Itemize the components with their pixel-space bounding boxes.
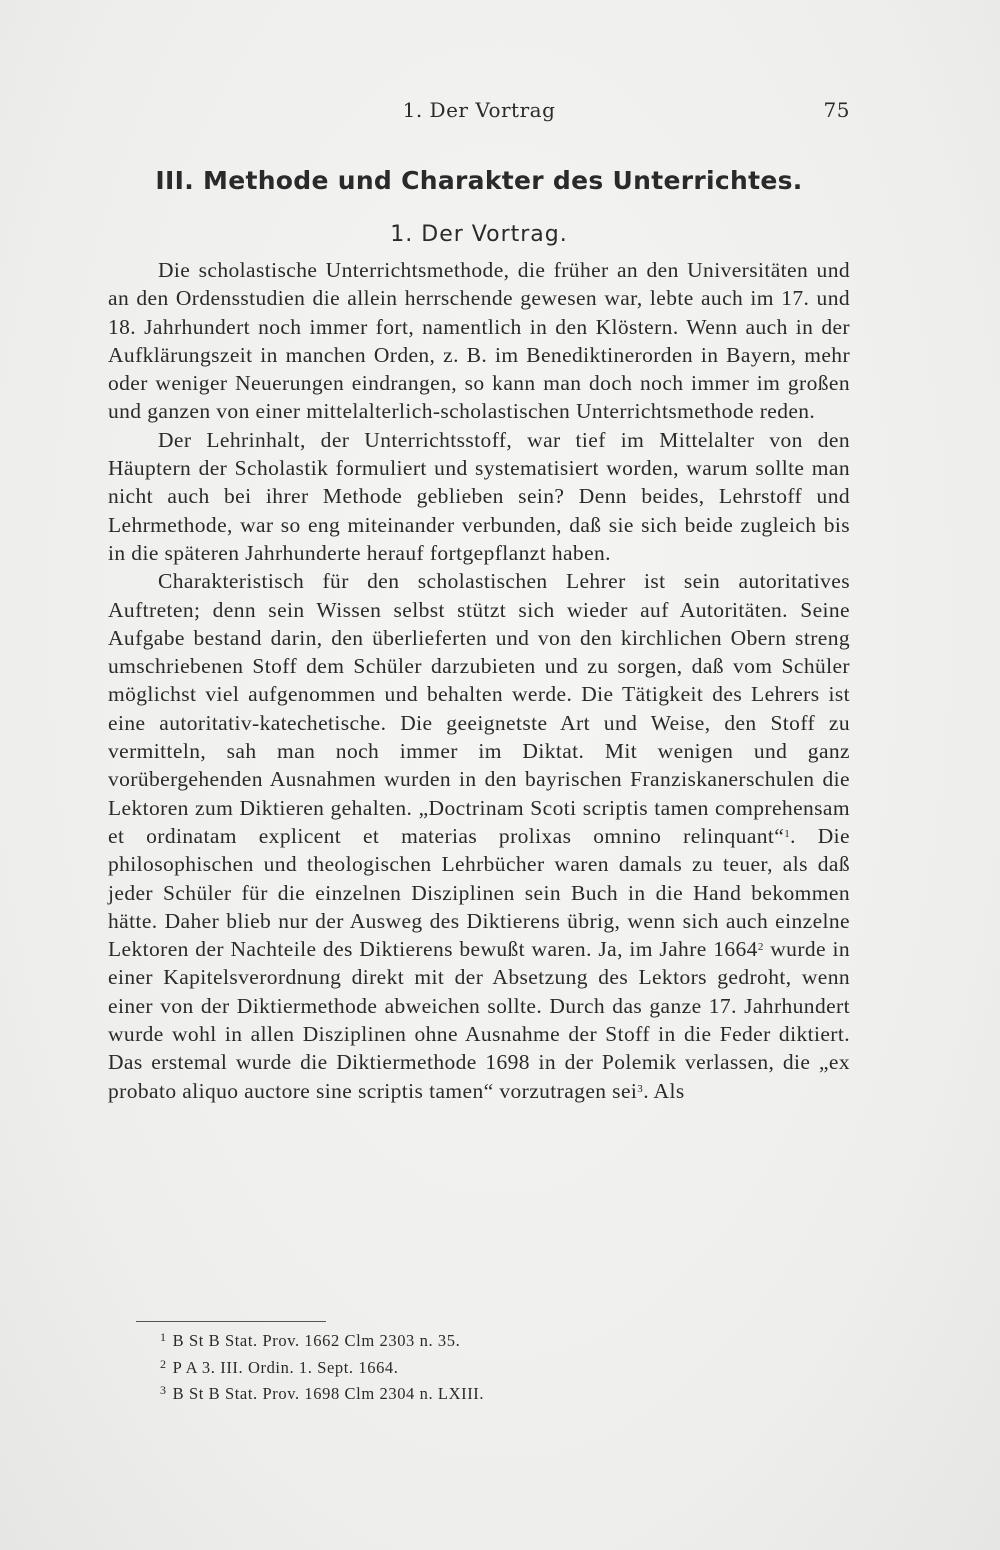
- page-number: 75: [823, 98, 850, 122]
- footnote-text: B St B Stat. Prov. 1698 Clm 2304 n. LXIII.: [172, 1384, 485, 1403]
- footnote-ref-1: 1: [784, 827, 791, 840]
- paragraph-3-part-c: wurde in einer Kapitelsverordnung direkt mit der Absetzung des Lektors gedroht, wenn einer von der Diktiermethode abweichen sollte. Durch das ganze 17. Jahrhundert wurde wohl in allen Disziplinen ohne Ausnahme der Stoff in die Feder diktiert. Das erstemal wurde die Diktiermethode 1698 in der Polemik verlassen, die „ex probato aliquo auctore sine scriptis tamen“ vorzutragen sei: [108, 937, 850, 1103]
- footnote-text: B St B Stat. Prov. 1662 Clm 2303 n. 35.: [172, 1331, 461, 1350]
- footnote-2: [160, 1353, 760, 1380]
- footnote-text: P A 3. III. Ordin. 1. Sept. 1664.: [172, 1357, 399, 1377]
- footnote-rule: [136, 1321, 326, 1322]
- footnote-ref-2: 2: [757, 941, 764, 954]
- paragraph-3-part-a: Charakteristisch für den scholastischen Lehrer ist sein autoritatives Auftreten; denn sein Wissen selbst stützt sich wieder auf Autoritäten. Seine Aufgabe bestand darin, den überlieferten und von den kirchlichen Obern streng umschriebenen Stoff dem Schüler darzubieten und zu sorgen, daß vom Schüler möglichst viel aufgenommen und behalten werde. Die Tätigkeit des Lehrers ist eine autoritativ-katechetische. Die geeignetste Art und Weise, den Stoff zu vermitteln, sah man noch immer im Diktat. Mit wenigen und ganz vorübergehenden Ausnahmen wurden in den bayrischen Franziskanerschulen die Lektoren zum Diktieren gehalten. „Doctrinam Scoti scriptis tamen comprehensam et ordinatam explicent et materias prolixas omnino relinquant“: [108, 569, 850, 848]
- footnotes: [160, 1326, 760, 1406]
- paragraph-3-part-b: . Die philosophischen und theologischen Lehrbücher waren damals zu teuer, als daß jeder Schüler für die einzelnen Disziplinen sein Buch in die Hand bekommen hätte. Daher blieb nur der Ausweg des Diktierens übrig, wenn sich auch einzelne Lektoren der Nachteile des Diktierens bewußt waren. Ja, im Jahre 1664: [108, 823, 850, 962]
- footnote-number: 3: [160, 1383, 167, 1397]
- paragraph-1: Die scholastische Unterrichtsmethode, die früher an den Universitäten und an den Ordensstudien die allein herrschende gewesen war, lebte auch im 17. und 18. Jahrhundert noch immer fort, namentlich in den Klöstern. Wenn auch in der Aufklärungszeit in manchen Orden, z. B. im Benediktinerorden in Bayern, mehr oder weniger Neuerungen eindrangen, so kann man doch noch immer im großen und ganzen von einer mittelalterlich-scholastischen Unterrichtsmethode reden.: [108, 258, 850, 424]
- chapter-heading: III. Methode und Charakter des Unterrichtes.: [155, 166, 803, 195]
- footnote-number: 2: [160, 1356, 167, 1371]
- body-text: [108, 256, 850, 1105]
- running-head-title: 1. Der Vortrag: [402, 98, 556, 122]
- section-heading: 1. Der Vortrag.: [390, 222, 568, 247]
- paragraph-3-part-d: . Als: [643, 1078, 685, 1103]
- paragraph-3: [108, 567, 850, 1105]
- footnote-number: 1: [160, 1330, 167, 1344]
- running-head: [108, 98, 850, 128]
- paragraph-2: Der Lehrinhalt, der Unterrichtsstoff, war tief im Mittelalter von den Häuptern der Scholastik formuliert und systematisiert worden, warum sollte man nicht auch bei ihrer Methode geblieben sein? Denn beides, Lehrstoff und Lehrmethode, war so eng miteinander verbunden, daß sie sich beide zugleich bis in die späteren Jahrhunderte herauf fortgepflanzt haben.: [108, 427, 850, 565]
- footnote-3: [160, 1379, 760, 1406]
- footnote-ref-3: 3: [637, 1082, 644, 1095]
- footnote-1: [160, 1326, 760, 1353]
